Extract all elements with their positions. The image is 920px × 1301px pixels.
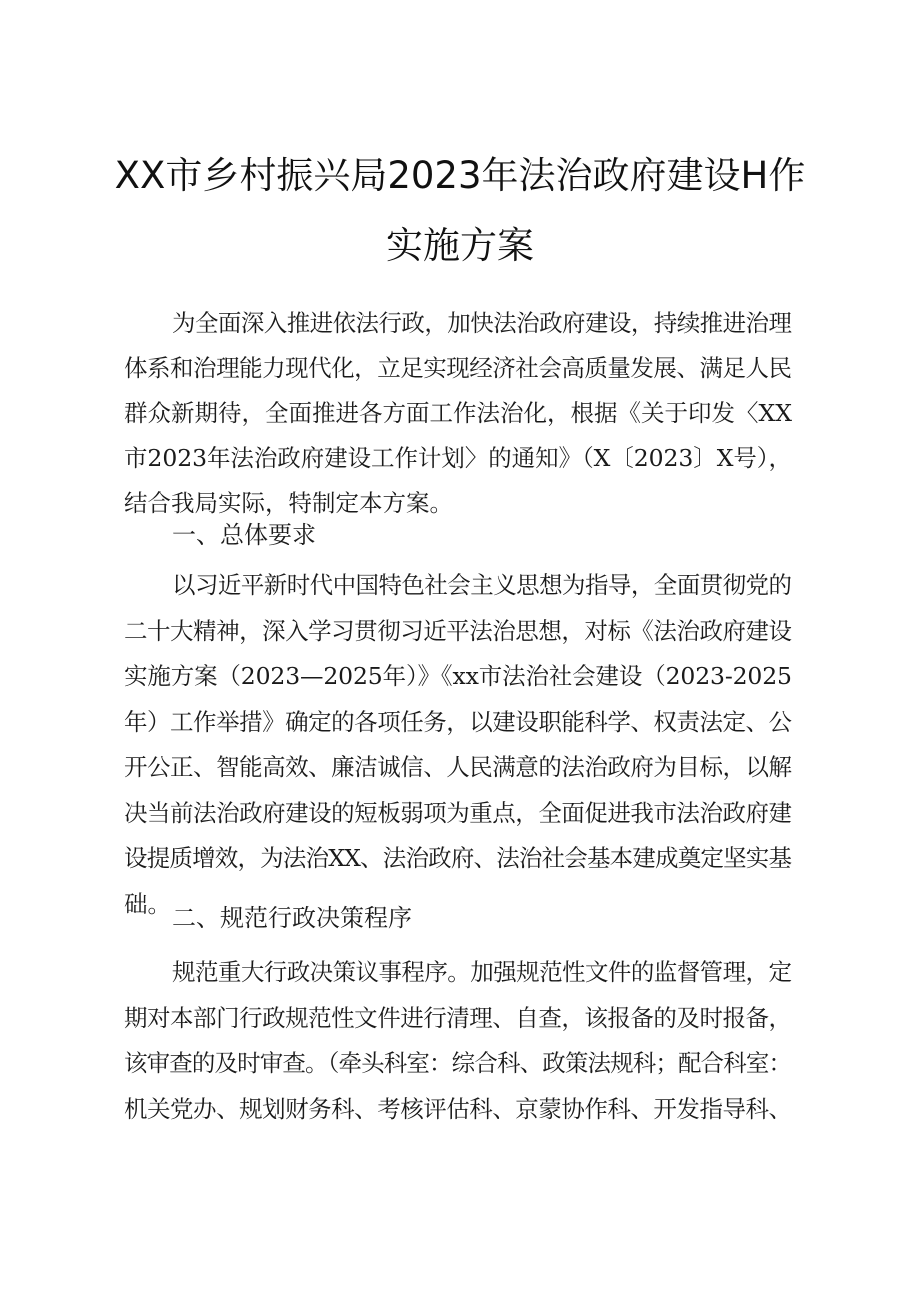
section-1-line-6: 决当前法治政府建设的短板弱项为重点，全面促进我市法治政府建 (124, 799, 792, 827)
section-1-line-2: 二十大精神，深入学习贯彻习近平法治思想，对标《法治政府建设 (124, 617, 792, 645)
intro-line-3: 群众新期待，全面推进各方面工作法治化，根据《关于印发〈XX (124, 399, 792, 427)
section-1-line-4: 年）工作举措》确定的各项任务，以建设职能科学、权责法定、公 (124, 708, 792, 736)
section-1-line-7: 设提质增效，为法治XX、法治政府、法治社会基本建成奠定坚实基 (124, 844, 792, 872)
section-2-line-2: 期对本部门行政规范性文件进行清理、自查，该报备的及时报备， (124, 1004, 792, 1032)
section-2-heading: 二、规范行政决策程序 (172, 904, 412, 932)
intro-line-2: 体系和治理能力现代化，立足实现经济社会高质量发展、满足人民 (124, 354, 792, 382)
document-title-line-1: XX市乡村振兴局2023年法治政府建设H作 (114, 154, 806, 197)
document-title-line-2: 实施方案 (386, 224, 534, 267)
intro-line-1: 为全面深入推进依法行政，加快法治政府建设，持续推进治理 (172, 309, 792, 337)
section-1-line-5: 开公正、智能高效、廉洁诚信、人民满意的法治政府为目标，以解 (124, 753, 792, 781)
section-2-line-4: 机关党办、规划财务科、考核评估科、京蒙协作科、开发指导科、 (124, 1095, 792, 1123)
intro-line-5: 结合我局实际，特制定本方案。 (124, 489, 453, 517)
intro-line-4: 市2023年法治政府建设工作计划〉的通知》（X〔2023〕X号）， (124, 444, 792, 472)
section-1-line-1: 以习近平新时代中国特色社会主义思想为指导，全面贯彻党的 (172, 571, 792, 599)
section-1-line-8: 础。 (124, 890, 171, 918)
section-1-line-3: 实施方案（2023—2025年）》《xx市法治社会建设（2023-2025 (124, 662, 792, 690)
section-2-line-1: 规范重大行政决策议事程序。加强规范性文件的监督管理，定 (172, 958, 792, 986)
section-1-heading: 一、总体要求 (172, 521, 316, 549)
section-2-line-3: 该审查的及时审查。（牵头科室：综合科、政策法规科；配合科室： (124, 1049, 792, 1077)
